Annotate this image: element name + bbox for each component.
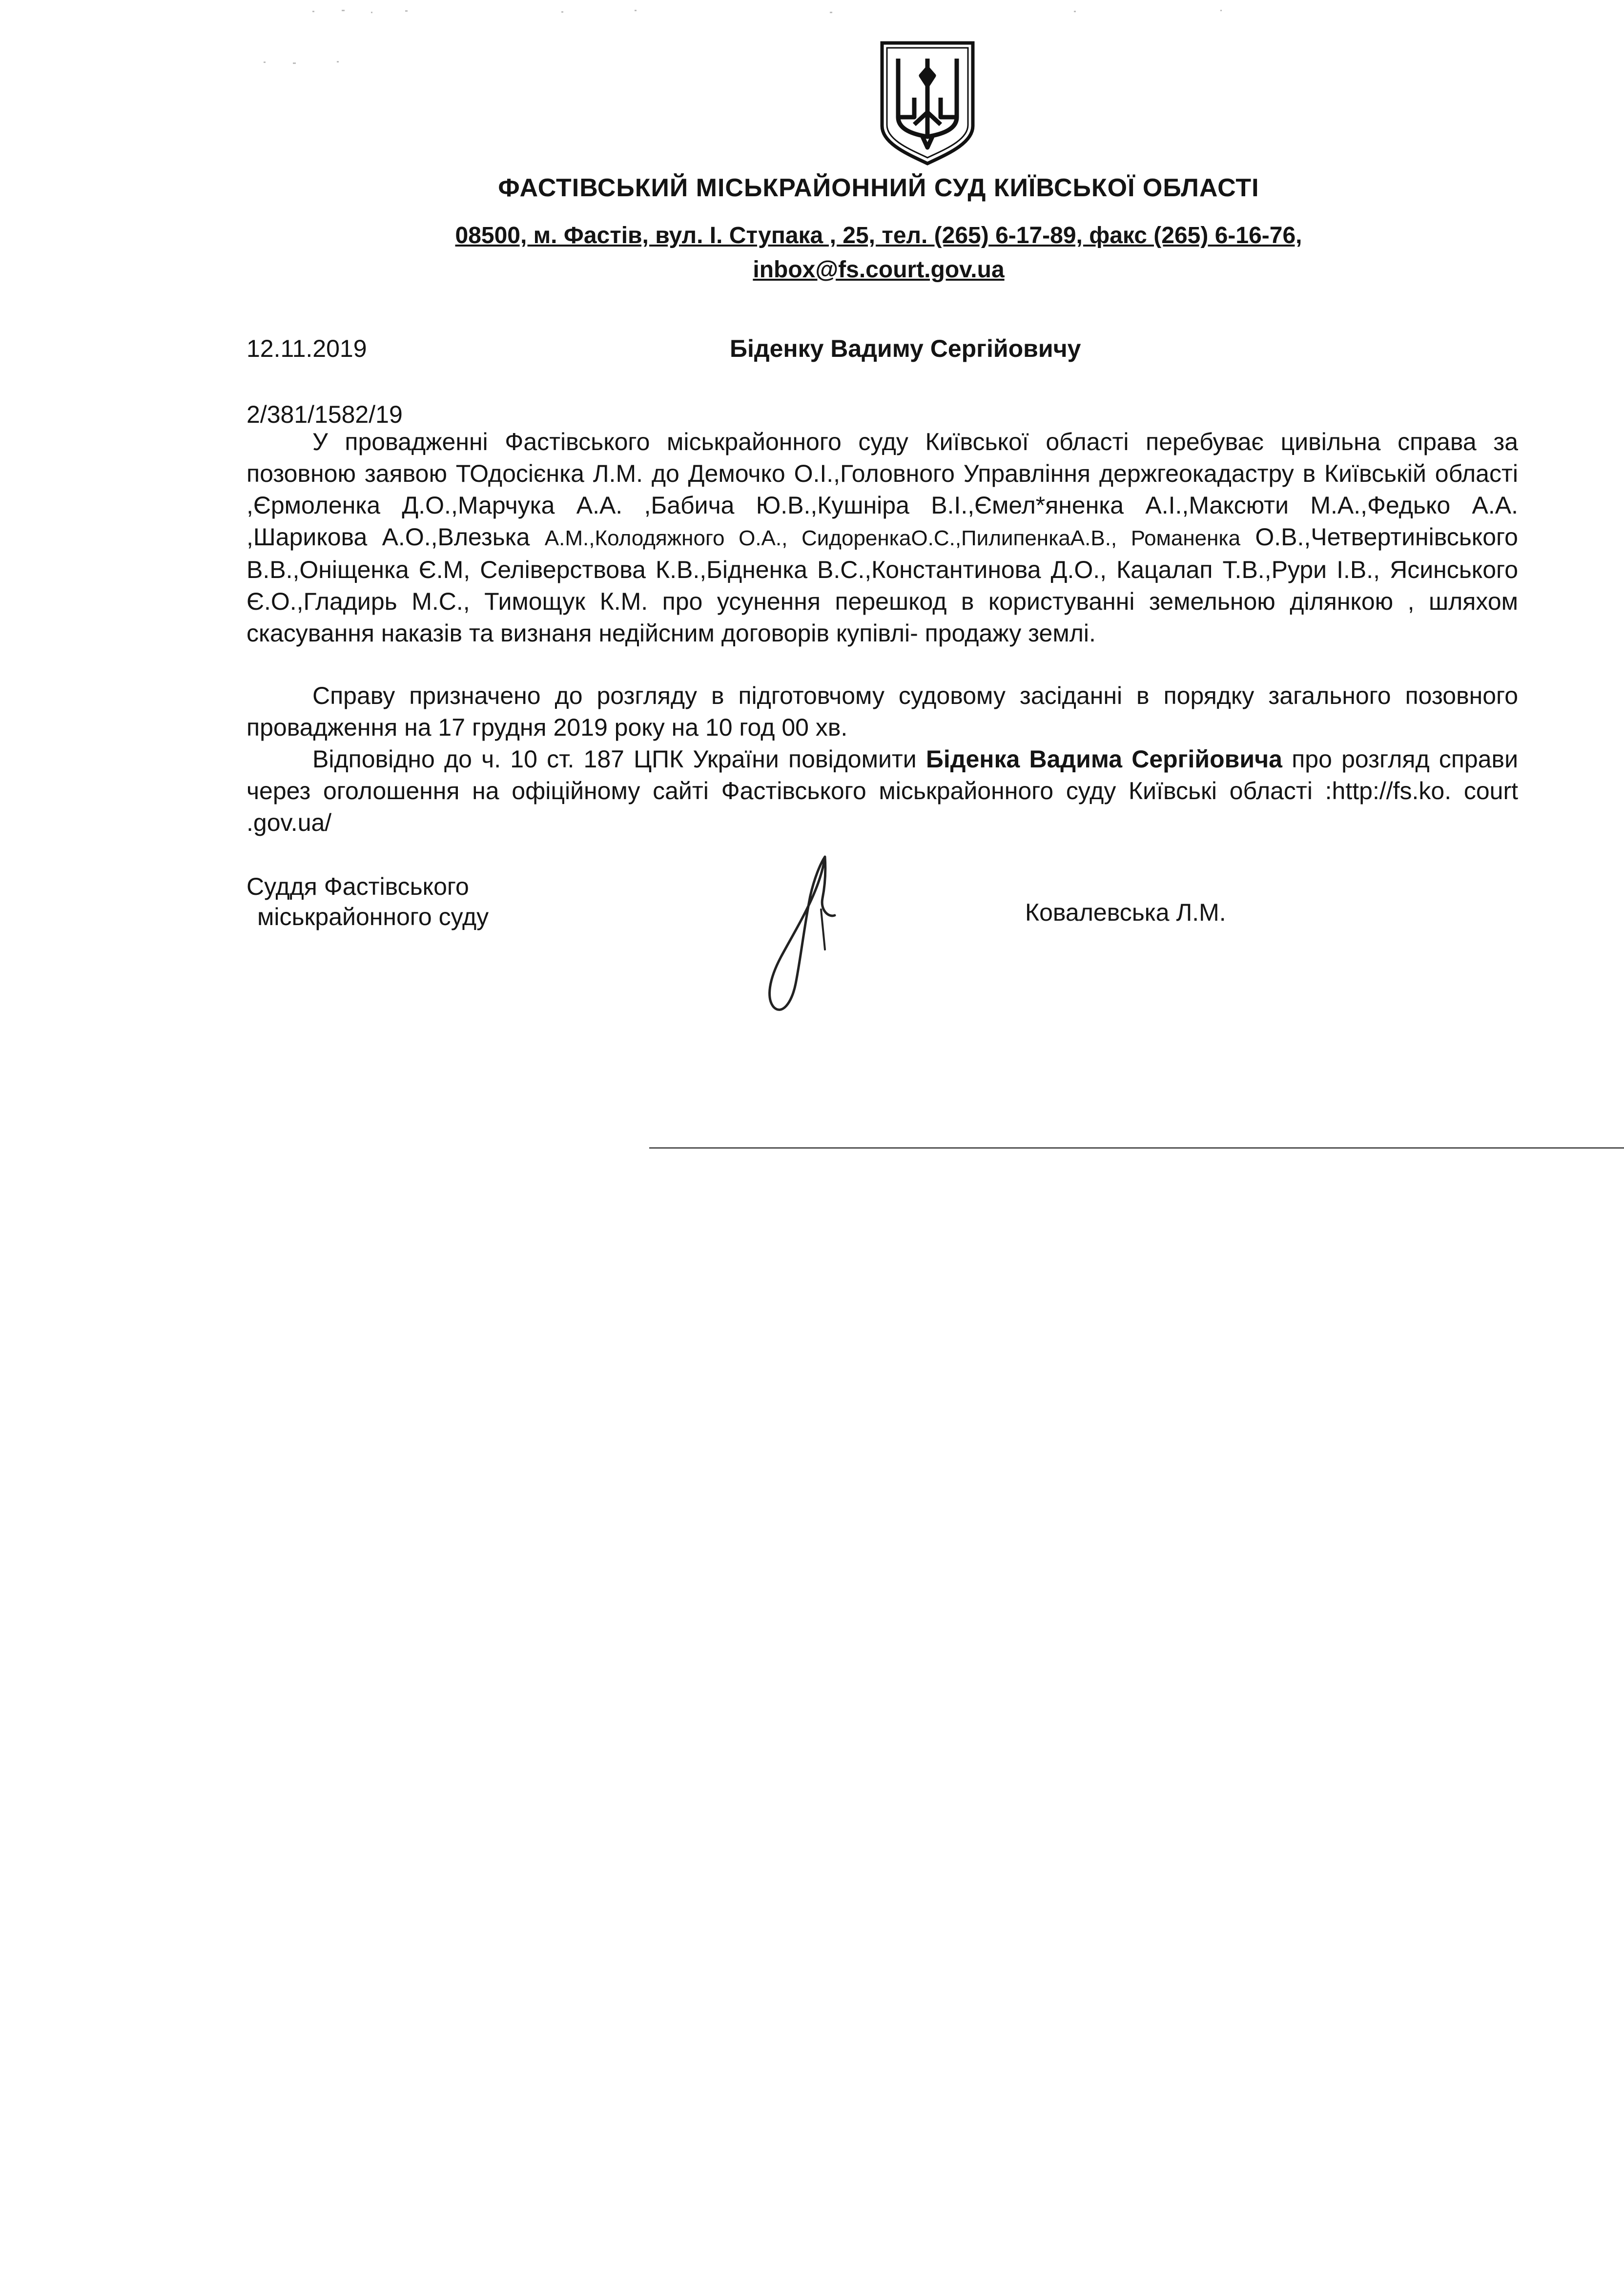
document-date: 12.11.2019	[247, 335, 367, 362]
paragraph3-text-b: про розгляд справи через оголошення на офіційному сайті Фастівського міськрайонного суду Київські області :http://fs.ko. court .gov.ua/	[247, 745, 1518, 836]
handwritten-signature-icon	[752, 852, 849, 1018]
paragraph2-text: Справу призначено до розгляду в підготовчому судовому засіданні в порядку загального позовного провадження на 17 грудня 2019 року на 10 год 00 хв.	[247, 682, 1518, 741]
case-number: 2/381/1582/19	[247, 401, 403, 428]
scan-noise	[0, 0, 1624, 98]
paragraph1-text-b: О.В.,Четвертинівського В.В.,Оніщенка Є.М, Селіверствова К.В.,Бідненка В.С.,Константинова Д.О., Кацалап Т.В.,Рури І.В., Ясинського Є.О.,Гладирь М.С., Тимощук К.М. про усунення перешкод в користуванні земельною ділянкою , шляхом скасування наказів та визнаня недійсним договорів купівлі- продажу землі.	[247, 523, 1518, 647]
paragraph-hearing-date	[247, 680, 1518, 743]
paragraph1-text-small: А.М.,Колодяжного О.А., СидоренкаО.С.,ПилипенкаА.В., Романенка	[544, 526, 1241, 550]
judge-title-line2: міськрайонного суду	[257, 903, 489, 930]
ukraine-trident-emblem-icon	[876, 39, 979, 166]
court-name: ФАСТІВСЬКИЙ МІСЬКРАЙОННИЙ СУД КИЇВСЬКОЇ ОБЛАСТІ	[498, 174, 1259, 202]
judge-title-line1: Суддя Фастівського	[247, 873, 469, 900]
paragraph-notification	[247, 743, 1518, 839]
judge-name: Ковалевська Л.М.	[1025, 899, 1226, 926]
judge-title	[247, 871, 489, 932]
paragraph-case-description	[247, 426, 1518, 649]
court-email: inbox@fs.court.gov.ua	[753, 257, 1005, 283]
court-address: 08500, м. Фастів, вул. І. Ступака , 25, тел. (265) 6-17-89, факс (265) 6-16-76,	[455, 223, 1302, 248]
paragraph3-text-a: Відповідно до ч. 10 ст. 187 ЦПК України повідомити	[312, 745, 926, 773]
bottom-divider	[649, 1147, 1624, 1149]
paragraph1-text-a: У провадженні Фастівського міськрайонного суду Київської області перебуває цивільна справа за позовною заявою ТОдосієнка Л.М. до Демочко О.І.,Головного Управління держгеокадастру в Київській області ,Єрмоленка Д.О.,Марчука А.А. ,Бабича Ю.В.,Кушніра В.І.,Ємел*яненка А.І.,Максюти М.А.,Федько А.А. ,Шарикова А.О.,Влезька	[247, 428, 1518, 551]
paragraph3-bold-name: Біденка Вадима Сергійовича	[925, 745, 1282, 773]
addressee: Біденку Вадиму Сергійовичу	[730, 335, 1081, 362]
